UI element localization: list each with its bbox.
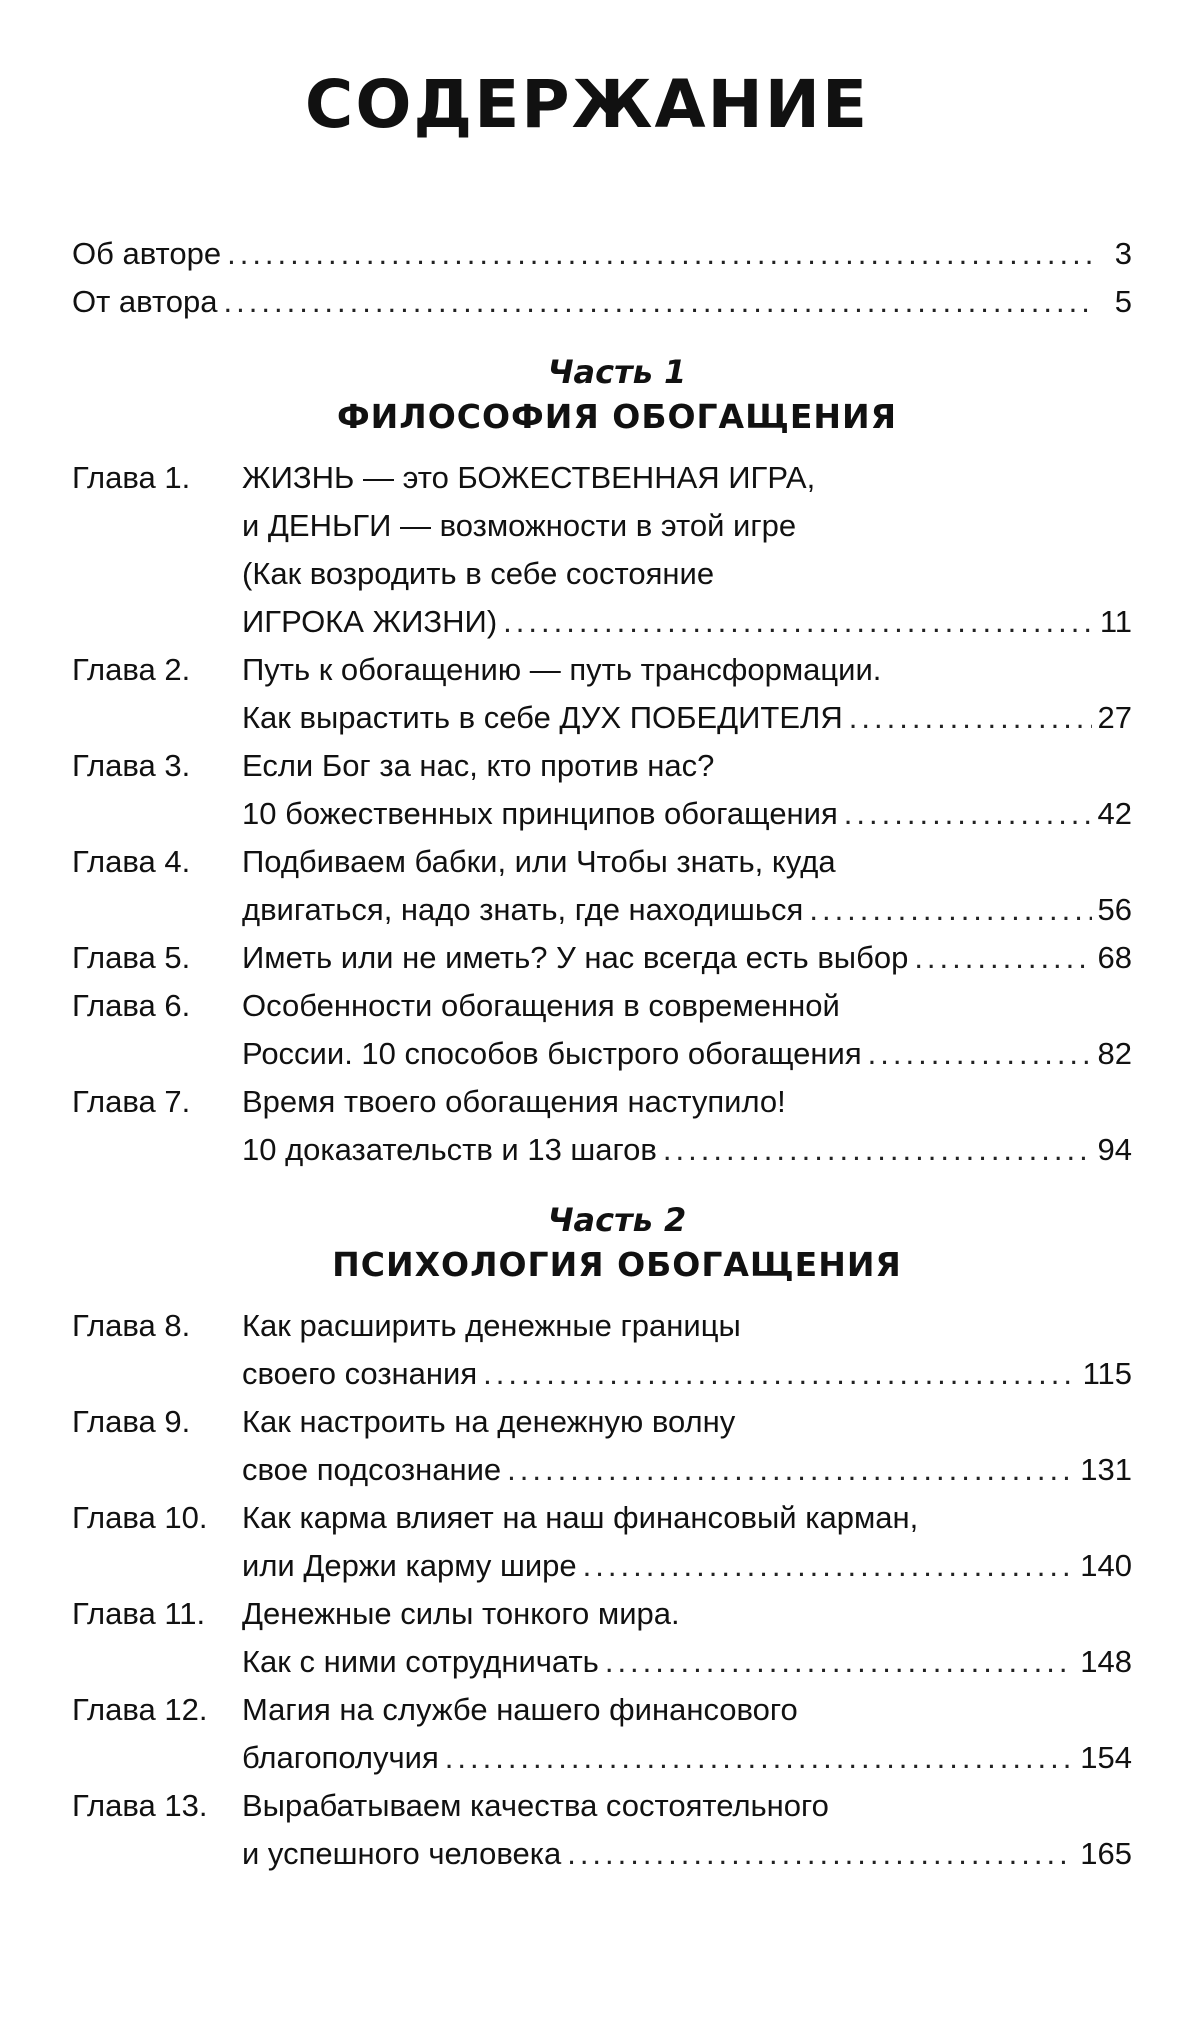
- leader-dots: [663, 1126, 1092, 1174]
- chapter-title-block: [242, 982, 1132, 1078]
- leader-dots: [507, 1446, 1074, 1494]
- chapter-title-line: Как расширить денежные границы: [242, 1308, 741, 1343]
- leader-dots: [567, 1830, 1074, 1878]
- chapter-title-last-line: [242, 1734, 1132, 1782]
- part-heading: [102, 1198, 1132, 1288]
- toc-chapter-entry[interactable]: [72, 454, 1132, 646]
- toc-chapter-entry[interactable]: [72, 1686, 1132, 1782]
- chapter-title-last-line: [242, 886, 1132, 934]
- chapter-title-block: [242, 454, 1132, 646]
- chapter-title-line: 10 божественных принципов обогащения: [242, 796, 838, 831]
- chapter-title-line: России. 10 способов быстрого обогащения: [242, 1036, 862, 1071]
- leader-dots: [503, 598, 1092, 646]
- chapter-title-line: Денежные силы тонкого мира.: [242, 1596, 680, 1631]
- toc-page: [72, 40, 1132, 1878]
- leader-dots: [483, 1350, 1076, 1398]
- chapter-number: Глава 4.: [72, 844, 191, 879]
- chapter-title-line: ЖИЗНЬ — это БОЖЕСТВЕННАЯ ИГРА,: [242, 460, 816, 495]
- chapter-title-line: двигаться, надо знать, где находишься: [242, 892, 804, 927]
- toc-entry-about-author[interactable]: [72, 230, 1132, 278]
- toc-chapter-entry[interactable]: [72, 742, 1132, 838]
- chapter-title-last-line: [242, 1350, 1132, 1398]
- toc-page-number: 94: [1097, 1132, 1132, 1167]
- chapter-number: Глава 10.: [72, 1500, 208, 1535]
- toc-page-number: 148: [1080, 1644, 1132, 1679]
- leader-dots: [849, 694, 1092, 742]
- chapter-number: Глава 11.: [72, 1596, 206, 1631]
- chapter-number: Глава 12.: [72, 1692, 208, 1727]
- chapter-title-line: своего сознания: [242, 1356, 478, 1391]
- chapter-title-block: [242, 1302, 1132, 1398]
- leader-dots: [844, 790, 1092, 838]
- part-heading: [102, 350, 1132, 440]
- parts-container: [72, 350, 1132, 1878]
- chapter-title-line: и успешного человека: [242, 1836, 562, 1871]
- toc-page-number: 42: [1097, 796, 1132, 831]
- chapter-title-block: [242, 1078, 1132, 1174]
- table-of-contents: [72, 230, 1132, 1878]
- toc-chapter-entry[interactable]: [72, 1782, 1132, 1878]
- toc-entry-text: От автора: [72, 284, 218, 319]
- chapter-title-block: [242, 646, 1132, 742]
- chapter-title-line: 10 доказательств и 13 шагов: [242, 1132, 657, 1167]
- toc-page-number: 82: [1097, 1036, 1132, 1071]
- chapter-title-line: Иметь или не иметь? У нас всегда есть выбор: [242, 940, 909, 975]
- chapter-title-block: [242, 1590, 1132, 1686]
- chapter-number: Глава 13.: [72, 1788, 208, 1823]
- chapter-title-line: Как настроить на денежную волну: [242, 1404, 736, 1439]
- chapter-title-line: и ДЕНЬГИ — возможности в этой игре: [242, 508, 797, 543]
- chapter-title-last-line: [242, 1830, 1132, 1878]
- part-label: Часть 1: [547, 353, 687, 391]
- chapter-title-last-line: [242, 1542, 1132, 1590]
- toc-chapter-entry[interactable]: [72, 1590, 1132, 1686]
- chapter-number: Глава 1.: [72, 460, 191, 495]
- toc-chapter-entry[interactable]: [72, 1302, 1132, 1398]
- toc-entry-from-author[interactable]: [72, 278, 1132, 326]
- toc-page-number: 165: [1080, 1836, 1132, 1871]
- chapter-number: Глава 9.: [72, 1404, 191, 1439]
- chapter-title-block: [242, 1398, 1132, 1494]
- part-title: ПСИХОЛОГИЯ ОБОГАЩЕНИЯ: [332, 1245, 902, 1284]
- chapter-number: Глава 3.: [72, 748, 191, 783]
- leader-dots: [605, 1638, 1074, 1686]
- leader-dots: [224, 278, 1092, 326]
- chapter-title-line: (Как возродить в себе состояние: [242, 556, 715, 591]
- toc-page-number: 11: [1099, 604, 1132, 639]
- chapter-title-line: свое подсознание: [242, 1452, 502, 1487]
- chapter-title-block: [242, 1686, 1132, 1782]
- chapter-title-block: [242, 934, 1132, 982]
- toc-chapter-entry[interactable]: [72, 838, 1132, 934]
- chapter-title-last-line: [242, 1638, 1132, 1686]
- chapter-title-line: Подбиваем бабки, или Чтобы знать, куда: [242, 844, 836, 879]
- chapter-title-line: Особенности обогащения в современной: [242, 988, 840, 1023]
- chapter-title-line: Как вырастить в себе ДУХ ПОБЕДИТЕЛЯ: [242, 700, 843, 735]
- toc-chapter-entry[interactable]: [72, 934, 1132, 982]
- chapter-title-line: Как с ними сотрудничать: [242, 1644, 599, 1679]
- leader-dots: [227, 230, 1092, 278]
- chapter-title-line: благополучия: [242, 1740, 439, 1775]
- chapter-title-line: или Держи карму шире: [242, 1548, 577, 1583]
- chapter-title-line: Вырабатываем качества состоятельного: [242, 1788, 829, 1823]
- toc-chapter-entry[interactable]: [72, 646, 1132, 742]
- chapter-title-last-line: [242, 1446, 1132, 1494]
- front-matter: [72, 230, 1132, 326]
- chapter-title-last-line: [242, 790, 1132, 838]
- leader-dots: [583, 1542, 1075, 1590]
- chapter-number: Глава 6.: [72, 988, 191, 1023]
- toc-chapter-entry[interactable]: [72, 1398, 1132, 1494]
- chapter-title-block: [242, 1494, 1132, 1590]
- toc-page-number: 131: [1080, 1452, 1132, 1487]
- chapter-number: Глава 8.: [72, 1308, 191, 1343]
- chapter-title-last-line: [242, 1030, 1132, 1078]
- chapter-number: Глава 2.: [72, 652, 191, 687]
- chapter-number: Глава 5.: [72, 940, 191, 975]
- chapter-title-line: Если Бог за нас, кто против нас?: [242, 748, 715, 783]
- toc-chapter-entry[interactable]: [72, 1078, 1132, 1174]
- leader-dots: [445, 1734, 1075, 1782]
- toc-page-number: 140: [1080, 1548, 1132, 1583]
- chapter-title-last-line: [242, 598, 1132, 646]
- toc-page-number: 56: [1097, 892, 1132, 927]
- toc-page-number: 3: [1114, 236, 1132, 271]
- chapter-title-last-line: [242, 934, 1132, 982]
- chapter-title-line: Путь к обогащению — путь трансформации.: [242, 652, 882, 687]
- chapter-title-last-line: [242, 694, 1132, 742]
- toc-page-number: 27: [1097, 700, 1132, 735]
- toc-page-number: 154: [1080, 1740, 1132, 1775]
- leader-dots: [868, 1030, 1092, 1078]
- part-title: ФИЛОСОФИЯ ОБОГАЩЕНИЯ: [336, 397, 898, 436]
- chapter-title-line: ИГРОКА ЖИЗНИ): [242, 604, 498, 639]
- chapter-title-block: [242, 1782, 1132, 1878]
- toc-entry-text: Об авторе: [72, 236, 222, 271]
- toc-chapter-entry[interactable]: [72, 1494, 1132, 1590]
- page-title: СОДЕРЖАНИЕ: [304, 66, 870, 143]
- chapter-title-line: Как карма влияет на наш финансовый карман,: [242, 1500, 919, 1535]
- part-label: Часть 2: [547, 1201, 687, 1239]
- toc-page-number: 115: [1082, 1356, 1132, 1391]
- chapter-number: Глава 7.: [72, 1084, 191, 1119]
- chapter-title-last-line: [242, 1126, 1132, 1174]
- chapter-title-block: [242, 838, 1132, 934]
- leader-dots: [914, 934, 1091, 982]
- chapter-title-block: [242, 742, 1132, 838]
- toc-page-number: 5: [1114, 284, 1132, 319]
- toc-chapter-entry[interactable]: [72, 982, 1132, 1078]
- leader-dots: [809, 886, 1091, 934]
- chapter-title-line: Магия на службе нашего финансового: [242, 1692, 798, 1727]
- chapter-title-line: Время твоего обогащения наступило!: [242, 1084, 786, 1119]
- toc-page-number: 68: [1097, 940, 1132, 975]
